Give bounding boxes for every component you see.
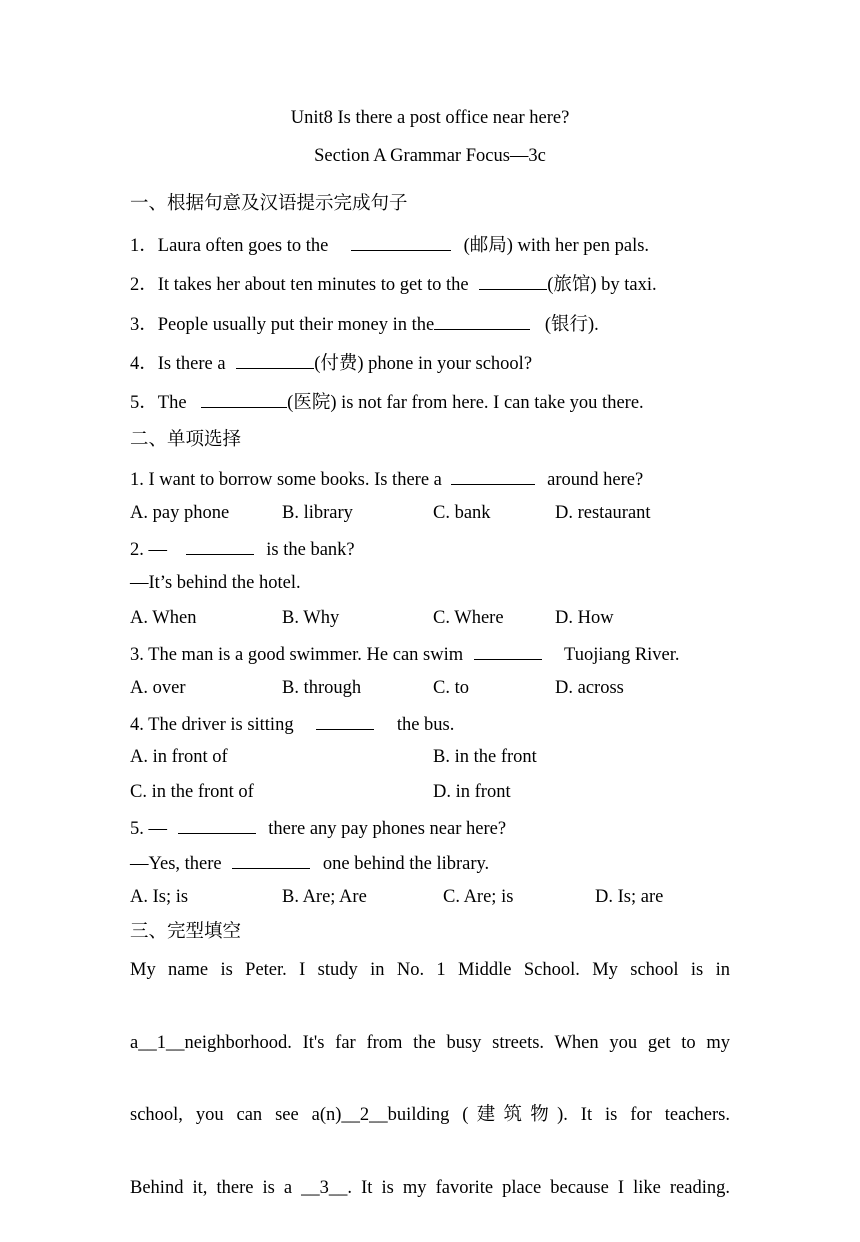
passage-line: a__1__neighborhood. It's far from the busy streets. When you get to my <box>130 1032 730 1053</box>
mc-options-1 <box>130 501 730 525</box>
item-text: The <box>157 393 187 413</box>
question-text: Tuojiang River. <box>564 645 680 665</box>
section-heading-2: 二、单项选择 <box>130 430 242 450</box>
answer-blank[interactable] <box>474 641 542 660</box>
section-heading-1: 一、根据句意及汉语提示完成句子 <box>130 194 408 214</box>
mc-options-3 <box>130 676 730 700</box>
answer-blank[interactable] <box>316 711 374 730</box>
option-b[interactable]: B. Are; Are <box>282 887 367 907</box>
answer-blank[interactable] <box>451 466 535 485</box>
option-c[interactable]: C. to <box>433 678 469 698</box>
mc-options-5 <box>130 885 730 909</box>
item-number: 5． <box>130 393 158 413</box>
option-c[interactable]: C. in the front of <box>130 782 254 802</box>
option-d[interactable]: D. in front <box>433 782 511 802</box>
item-text: (银行). <box>544 315 599 335</box>
answer-blank[interactable] <box>351 232 451 251</box>
option-d[interactable]: D. How <box>555 608 614 628</box>
mc-answer-2: —It’s behind the hotel. <box>130 573 301 593</box>
option-d[interactable]: D. Is; are <box>595 887 664 907</box>
cloze-passage <box>130 952 730 1242</box>
item-text: (医院) is not far from here. I can take you there. <box>287 393 644 413</box>
item-text: (旅馆) by taxi. <box>547 275 657 295</box>
item-text: People usually put their money in the <box>157 315 435 335</box>
answer-blank[interactable] <box>232 850 310 869</box>
page-subtitle: Section A Grammar Focus—3c <box>314 146 546 166</box>
fill-item-4 <box>130 350 532 376</box>
question-text: 4. The driver is sitting <box>130 715 294 735</box>
mc-options-4b <box>130 780 730 804</box>
page-title: Unit8 Is there a post office near here? <box>290 108 570 128</box>
item-text: It takes her about ten minutes to get to the <box>157 275 469 295</box>
item-text: (付费) phone in your school? <box>314 354 533 374</box>
answer-blank[interactable] <box>201 389 287 408</box>
option-c[interactable]: C. Where <box>433 608 504 628</box>
fill-item-3 <box>130 311 599 337</box>
answer-text: —Yes, there <box>130 854 222 874</box>
answer-text: one behind the library. <box>322 854 490 874</box>
question-text: 1. I want to borrow some books. Is there a <box>130 470 442 490</box>
item-number: 4． <box>130 354 158 374</box>
mc-question-5 <box>130 815 506 841</box>
question-text: there any pay phones near here? <box>268 819 507 839</box>
passage-line: school, you can see a(n)__2__building (建筑物). It is for teachers. <box>130 1105 730 1126</box>
fill-item-2 <box>130 271 657 297</box>
item-text: Is there a <box>157 354 226 374</box>
fill-item-1 <box>130 232 649 258</box>
section-heading-3: 三、完型填空 <box>130 922 242 942</box>
mc-options-4a <box>130 745 730 769</box>
option-c[interactable]: C. bank <box>433 503 491 523</box>
item-number: 1． <box>130 236 158 256</box>
passage-line: Behind it, there is a __3__. It is my favorite place because I like reading. <box>130 1177 730 1198</box>
option-c[interactable]: C. Are; is <box>443 887 514 907</box>
option-a[interactable]: A. Is; is <box>130 887 189 907</box>
item-number: 3． <box>130 315 158 335</box>
answer-blank[interactable] <box>178 815 256 834</box>
question-text: 3. The man is a good swimmer. He can swim <box>130 645 464 665</box>
answer-blank[interactable] <box>434 311 530 330</box>
mc-question-2 <box>130 536 355 562</box>
answer-blank[interactable] <box>236 350 314 369</box>
option-b[interactable]: B. library <box>282 503 353 523</box>
option-a[interactable]: A. in front of <box>130 747 228 767</box>
option-b[interactable]: B. through <box>282 678 362 698</box>
mc-question-3 <box>130 641 680 667</box>
option-b[interactable]: B. in the front <box>433 747 537 767</box>
option-a[interactable]: A. over <box>130 678 186 698</box>
option-d[interactable]: D. restaurant <box>555 503 651 523</box>
mc-answer-5 <box>130 850 489 876</box>
answer-blank[interactable] <box>479 271 547 290</box>
item-text: Laura often goes to the <box>157 236 329 256</box>
mc-question-4 <box>130 711 454 737</box>
item-text: (邮局) with her pen pals. <box>463 236 650 256</box>
option-b[interactable]: B. Why <box>282 608 340 628</box>
question-text: the bus. <box>396 715 455 735</box>
passage-line: My name is Peter. I study in No. 1 Middle School. My school is in <box>130 960 730 980</box>
option-d[interactable]: D. across <box>555 678 624 698</box>
mc-options-2 <box>130 606 730 630</box>
fill-item-5 <box>130 389 644 415</box>
question-text: is the bank? <box>266 540 355 560</box>
question-text: 2. — <box>130 540 167 560</box>
question-text: 5. — <box>130 819 167 839</box>
answer-blank[interactable] <box>186 536 254 555</box>
item-number: 2． <box>130 275 158 295</box>
mc-question-1 <box>130 466 643 492</box>
question-text: around here? <box>547 470 644 490</box>
option-a[interactable]: A. pay phone <box>130 503 230 523</box>
option-a[interactable]: A. When <box>130 608 197 628</box>
